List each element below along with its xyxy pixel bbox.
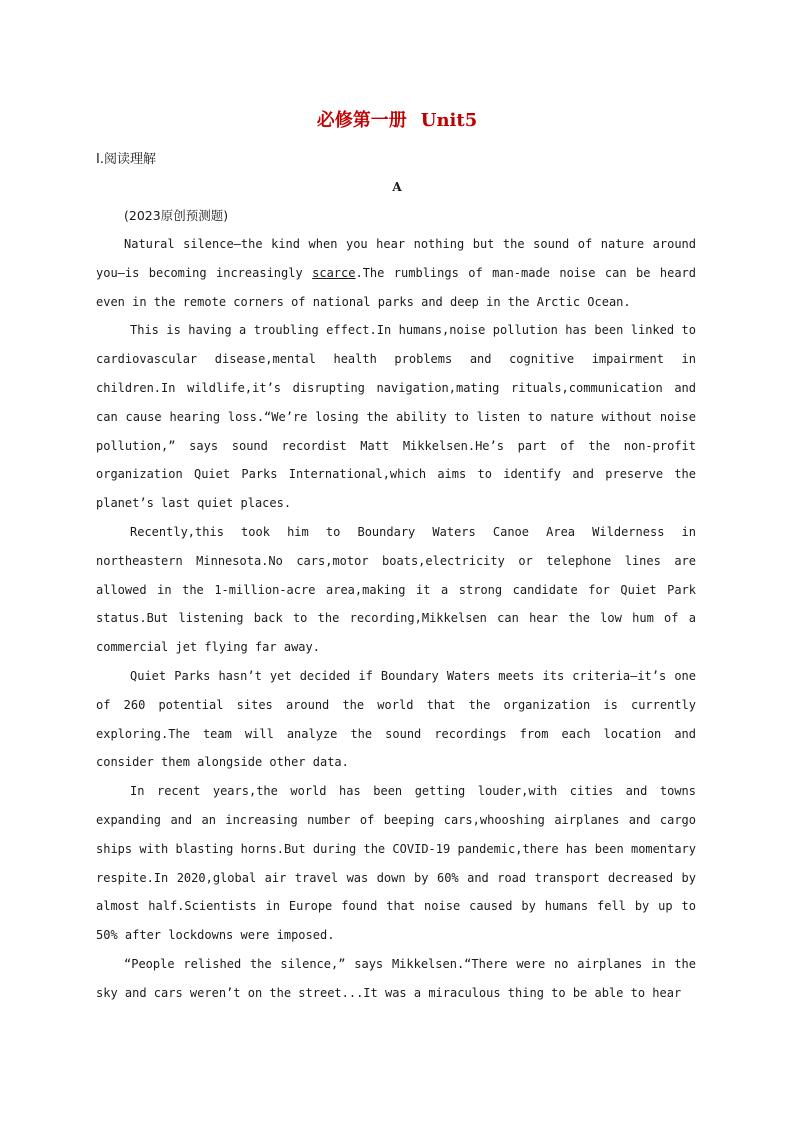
document-title [0,108,794,134]
title-unit: Unit5 [420,110,478,131]
paragraph: This is having a troubling effect.In humans,noise pollution has been linked to cardiovascular disease,mental health problems and cognitive impairment in children.In wildlife,it’s disrupting navigation,mating rituals,communication and can cause hearing loss.“We’re losing the ability to listen to nature without noise pollution,” says sound recordist Matt Mikkelsen.He’s part of the non-profit organization Quiet Parks International,which aims to identify and preserve the planet’s last quiet places. [96,323,696,511]
paragraph: In recent years,the world has been getting louder,with cities and towns expanding and an increasing number of beeping cars,whooshing airplanes and cargo ships with blasting horns.But during the COVID-19 pandemic,there has been momentary respite.In 2020,global air travel was down by 60% and road transport decreased by almost half.Scientists in Europe found that noise caused by humans fell by up to 50% after lockdowns were imposed. [96,784,696,943]
underlined-word: scarce [312,265,356,280]
paragraph: “People relished the silence,” says Mikkelsen.“There were no airplanes in the sky and cars weren’t on the street...It was a miraculous thing to be able to hear [96,956,696,1000]
paragraph: Quiet Parks hasn’t yet decided if Boundary Waters meets its criteria—it’s one of 260 potential sites around the world that the organization is currently exploring.The team will analyze the sound recordings from each location and consider them alongside other data. [96,668,696,770]
paragraph: Recently,this took him to Boundary Waters Canoe Area Wilderness in northeastern Minnesota.No cars,motor boats,electricity or telephone lines are allowed in the 1-million-acre area,making it a strong candidate for Quiet Park status.But listening back to the recording,Mikkelsen can hear the low hum of a commercial jet flying far away. [96,524,696,655]
passage-body [96,230,696,1008]
passage-source: (2023原创预测题) [124,208,229,223]
paragraph: Natural silence—the kind when you hear nothing but the sound of nature around you—is becoming increasingly scarce.The rumblings of man-made noise can be heard even in the remote corners of national parks and deep in the Arctic Ocean. [96,237,697,309]
section-heading: Ⅰ.阅读理解 [96,152,156,167]
title-book: 必修第一册 [316,110,407,131]
passage-letter: A [392,180,402,194]
